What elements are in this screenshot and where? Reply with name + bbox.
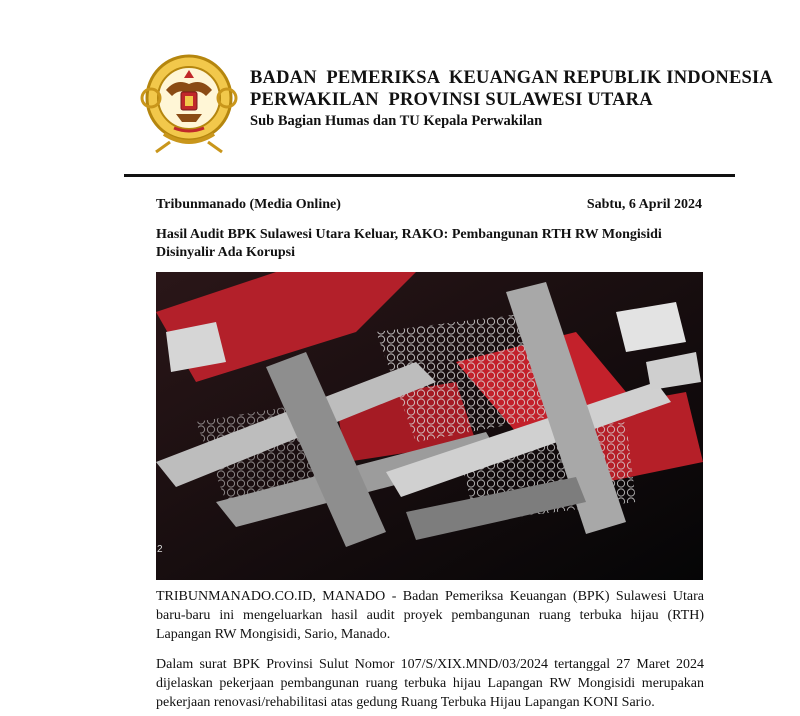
org-branch: PERWAKILAN PROVINSI SULAWESI UTARA [250, 90, 653, 110]
article-paragraph: Dalam surat BPK Provinsi Sulut Nomor 107/S/XIX.MND/03/2024 tertanggal 27 Maret 2024 dijelaskan pekerjaan pembangunan ruang terbuka hijau Lapangan RW Mongisidi merupakan pekerjaan renovasi/rehabilitasi atas gedung Ruang Terbuka Hijau Lapangan KONI Sario. [156, 657, 704, 710]
org-name: BADAN PEMERIKSA KEUANGAN REPUBLIK INDONESIA [250, 68, 773, 88]
photo-corner-mark: 2 [157, 544, 163, 555]
article-source: Tribunmanado (Media Online) [156, 197, 341, 212]
article-paragraph: TRIBUNMANADO.CO.ID, MANADO - Badan Pemeriksa Keuangan (BPK) Sulawesi Utara baru-baru ini mengeluarkan hasil audit proyek pembangunan ruang terbuka hijau (RTH) Lapangan RW Mongisidi, Sario, Manado. [156, 589, 704, 642]
article-photo [156, 272, 703, 580]
header-rule [124, 174, 735, 177]
org-header [250, 67, 773, 131]
bpk-logo-icon [136, 48, 242, 156]
article-date: Sabtu, 6 April 2024 [586, 197, 702, 212]
org-division: Sub Bagian Humas dan TU Kepala Perwakilan [250, 113, 543, 129]
article-headline: Hasil Audit BPK Sulawesi Utara Keluar, RAKO: Pembangunan RTH RW Mongisidi Disinyalir Ada Korupsi [156, 227, 662, 260]
